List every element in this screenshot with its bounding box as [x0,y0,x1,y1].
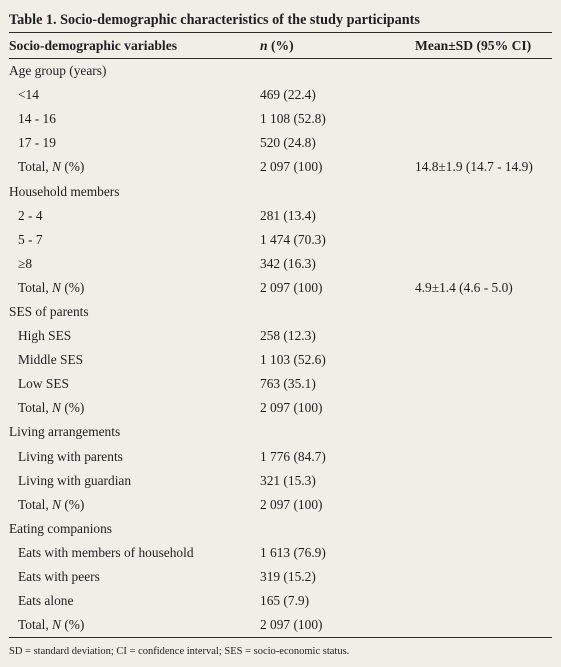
cell-mean-sd: 14.8±1.9 (14.7 - 14.9) [415,159,533,175]
table-header [9,33,552,59]
total-label: Total, [18,279,53,295]
table-row [9,324,552,348]
cell-mean-sd [415,372,552,396]
cell-n-percent: 342 (16.3) [260,255,316,271]
cell-n-percent [260,517,415,541]
table-group-row [9,517,552,541]
total-label-italic: N [52,496,61,512]
cell-n-percent: 469 (22.4) [260,87,316,103]
header-n-italic: n [260,37,268,53]
total-label-rest: (%) [60,400,85,416]
total-label-italic: N [52,279,61,295]
cell-mean-sd [415,179,552,203]
total-label-rest: (%) [60,159,85,175]
cell-n-percent: 281 (13.4) [260,207,316,223]
table-title: Table 1. Socio-demographic characteristics of the study participants [9,12,420,28]
table-row [9,348,552,372]
cell-mean-sd [415,83,552,107]
table-total-row [9,396,552,420]
table-row [9,565,552,589]
cell-n-percent: 2 097 (100) [260,400,323,416]
table-body [9,59,552,638]
table-row [9,252,552,276]
header-row [9,33,552,59]
cell-mean-sd [415,348,552,372]
cell-mean-sd [415,324,552,348]
table-footnote: SD = standard deviation; CI = confidence interval; SES = socio-economic status. [9,646,350,658]
cell-mean-sd [415,493,552,517]
cell-variable: Living arrangements [9,424,121,440]
table-group-row [9,179,552,203]
table-total-row [9,493,552,517]
table-row [9,131,552,155]
cell-variable: 17 - 19 [18,135,56,151]
cell-mean-sd [415,565,552,589]
table-row [9,445,552,469]
cell-variable: 5 - 7 [18,231,43,247]
cell-mean-sd [415,541,552,565]
cell-mean-sd [415,517,552,541]
cell-variable: Eating companions [9,520,113,536]
cell-variable: Household members [9,183,120,199]
cell-variable [9,276,260,300]
cell-variable: High SES [18,328,72,344]
cell-n-percent: 2 097 (100) [260,496,323,512]
cell-mean-sd [415,252,552,276]
table-row [9,204,552,228]
cell-n-percent: 2 097 (100) [260,279,323,295]
cell-n-percent: 258 (12.3) [260,328,316,344]
cell-mean-sd [415,300,552,324]
cell-n-percent: 321 (15.3) [260,472,316,488]
cell-mean-sd [415,228,552,252]
cell-n-percent: 319 (15.2) [260,569,316,585]
cell-mean-sd [415,613,552,638]
cell-variable: 14 - 16 [18,111,56,127]
cell-n-percent: 1 103 (52.6) [260,352,326,368]
total-label: Total, [18,496,53,512]
table-total-row [9,155,552,179]
cell-variable: Age group (years) [9,63,107,79]
cell-mean-sd [415,396,552,420]
cell-n-percent: 2 097 (100) [260,613,415,638]
cell-variable [9,396,260,420]
cell-variable: Low SES [18,376,69,392]
cell-mean-sd: 4.9±1.4 (4.6 - 5.0) [415,279,513,295]
table-total-row [9,276,552,300]
cell-variable: Eats alone [18,593,74,609]
total-label: Total, [18,400,53,416]
cell-variable: Middle SES [18,352,84,368]
cell-variable: <14 [18,87,39,103]
cell-variable: ≥8 [18,255,33,271]
header-mean-sd: Mean±SD (95% CI) [415,33,552,59]
table-row [9,372,552,396]
cell-mean-sd [415,131,552,155]
cell-variable [9,155,260,179]
cell-mean-sd [415,204,552,228]
cell-n-percent: 1 776 (84.7) [260,448,326,464]
total-label-italic: N [52,159,61,175]
table-row [9,83,552,107]
total-label-rest: (%) [60,617,85,633]
cell-n-percent [260,300,415,324]
data-table [9,32,552,638]
cell-variable: Eats with members of household [18,544,194,560]
table-group-row [9,300,552,324]
total-label-rest: (%) [60,279,85,295]
cell-variable: SES of parents [9,303,89,319]
total-label-italic: N [52,617,61,633]
table-row [9,228,552,252]
cell-variable: Living with guardian [18,472,132,488]
cell-n-percent: 165 (7.9) [260,593,310,609]
total-label-italic: N [52,400,61,416]
total-label: Total, [18,159,53,175]
table-row [9,469,552,493]
cell-n-percent: 2 097 (100) [260,159,323,175]
cell-mean-sd [415,445,552,469]
cell-mean-sd [415,107,552,131]
cell-variable: Living with parents [18,448,123,464]
table-row [9,589,552,613]
cell-n-percent [260,179,415,203]
table-group-row [9,420,552,444]
cell-n-percent: 520 (24.8) [260,135,316,151]
table-group-row [9,59,552,84]
cell-variable [9,613,260,638]
table-total-row [9,613,552,638]
cell-variable: Eats with peers [18,569,100,585]
table-row [9,541,552,565]
cell-n-percent: 1 613 (76.9) [260,544,326,560]
cell-mean-sd [415,589,552,613]
header-n-percent [260,33,415,59]
total-label: Total, [18,617,53,633]
header-variables: Socio-demographic variables [9,33,260,59]
cell-mean-sd [415,59,552,84]
cell-variable: 2 - 4 [18,207,43,223]
table-row [9,107,552,131]
cell-n-percent: 763 (35.1) [260,376,316,392]
cell-mean-sd [415,420,552,444]
total-label-rest: (%) [60,496,85,512]
header-n-rest: (%) [267,37,294,53]
cell-n-percent [260,420,415,444]
cell-n-percent: 1 108 (52.8) [260,111,326,127]
cell-n-percent [260,59,415,84]
cell-mean-sd [415,469,552,493]
cell-variable [9,493,260,517]
cell-n-percent: 1 474 (70.3) [260,231,326,247]
